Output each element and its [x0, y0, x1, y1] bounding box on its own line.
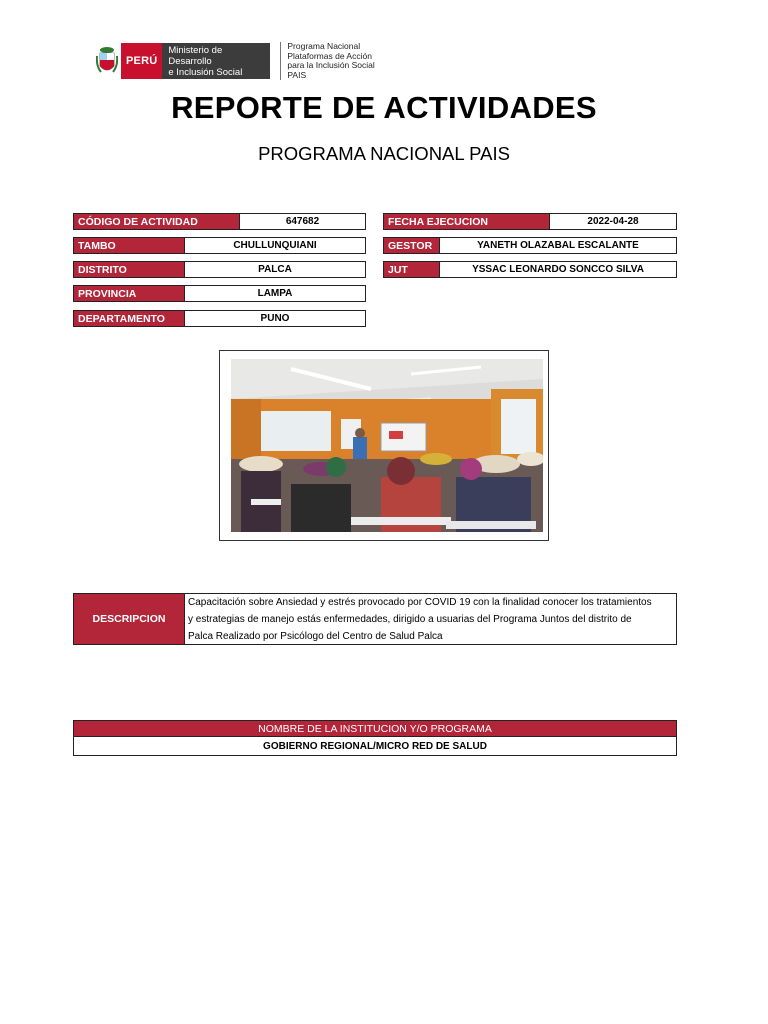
field-codigo-actividad: [73, 213, 366, 230]
field-fecha-ejecucion: [383, 213, 677, 230]
institution-header: NOMBRE DE LA INSTITUCION Y/O PROGRAMA: [73, 720, 677, 737]
description-line-1: Capacitación sobre Ansiedad y estrés provocado por COVID 19 con la finalidad conocer los tratamientos: [188, 597, 652, 608]
description-line-3: Palca Realizado por Psicólogo del Centro de Salud Palca: [188, 631, 443, 642]
field-label: DISTRITO: [74, 262, 184, 277]
field-value: 2022-04-28: [549, 214, 676, 229]
activity-photo: [231, 359, 543, 532]
field-value: YSSAC LEONARDO SONCCO SILVA: [439, 262, 676, 277]
header-logo: [96, 42, 375, 80]
program-line-3: para la Inclusión Social: [287, 60, 375, 70]
page-title: REPORTE DE ACTIVIDADES: [171, 90, 597, 125]
field-label: CÓDIGO DE ACTIVIDAD: [74, 214, 239, 229]
field-label: TAMBO: [74, 238, 184, 253]
program-line-1: Programa Nacional: [287, 41, 361, 51]
ministry-line-2: e Inclusión Social: [168, 66, 243, 78]
description-box: [73, 593, 677, 645]
description-label: DESCRIPCION: [74, 594, 184, 644]
description-line-2: y estrategias de manejo estás enfermedades, dirigido a usuarias del Programa Juntos del distrito de: [188, 614, 632, 625]
ministry-line-1: Ministerio de Desarrollo: [168, 44, 223, 67]
field-value: 647682: [239, 214, 365, 229]
description-text: [184, 594, 676, 644]
page-subtitle: PROGRAMA NACIONAL PAIS: [258, 143, 510, 164]
field-departamento: [73, 310, 366, 327]
field-tambo: [73, 237, 366, 254]
peru-coat-of-arms-icon: [96, 44, 118, 78]
field-label: FECHA EJECUCION: [384, 214, 549, 229]
peru-label: PERÚ: [121, 43, 162, 79]
program-label: [280, 42, 374, 80]
ministry-label: [162, 43, 270, 79]
field-label: GESTOR: [384, 238, 439, 253]
program-line-2: Plataformas de Acción: [287, 50, 372, 61]
field-label: DEPARTAMENTO: [74, 311, 184, 326]
field-label: PROVINCIA: [74, 286, 184, 301]
field-jut: [383, 261, 677, 278]
activity-photo-frame: [219, 350, 549, 541]
field-label: JUT: [384, 262, 439, 277]
field-provincia: [73, 285, 366, 302]
field-value: PALCA: [184, 262, 365, 277]
field-gestor: [383, 237, 677, 254]
institution-value: GOBIERNO REGIONAL/MICRO RED DE SALUD: [73, 737, 677, 756]
field-value: CHULLUNQUIANI: [184, 238, 365, 253]
field-value: PUNO: [184, 311, 365, 326]
field-value: LAMPA: [184, 286, 365, 301]
program-line-4: PAIS: [287, 69, 307, 80]
field-distrito: [73, 261, 366, 278]
field-value: YANETH OLAZABAL ESCALANTE: [439, 238, 676, 253]
